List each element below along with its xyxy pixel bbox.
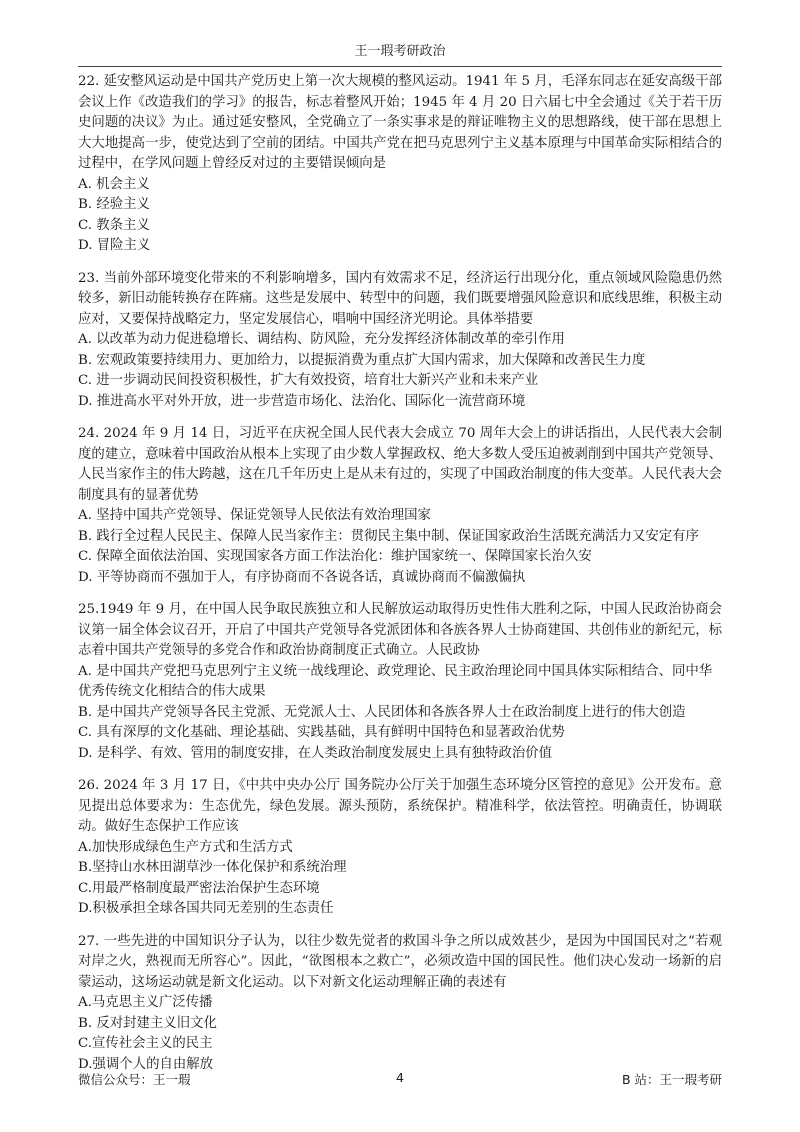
question-list	[78, 72, 722, 1087]
question-23	[78, 269, 722, 413]
option-a: A.加快形成绿色生产方式和生活方式	[78, 839, 293, 855]
question-stem: 25.1949 年 9 月，在中国人民争取民族独立和人民解放运动取得历史性伟大胜利之际，中国人民政治协商会议第一届全体会议召开，开启了中国共产党领导各党派团体和各族各界人士协商建国、共创伟业的新纪元，标志着中国共产党领导的多党合作和政治协商制度正式确立。人民政协	[78, 602, 722, 658]
option-c: C. 教条主义	[78, 217, 150, 233]
option-a: A.马克思主义广泛传播	[78, 995, 213, 1010]
option-b: B. 践行全过程人民民主、保障人民当家作主：贯彻民主集中制、保证国家政治生活既充满活力又安定有序	[78, 528, 699, 544]
option-c: C.用最严格制度最严密法治保护生态环境	[78, 880, 320, 896]
option-a: A. 是中国共产党把马克思列宁主义统一战线理论、政党理论、民主政治理论同中国具体实际相结合、同中华优秀传统文化相结合的伟大成果	[78, 663, 713, 699]
question-stem: 24. 2024 年 9 月 14 日，习近平在庆祝全国人民代表大会成立 70 周年大会上的讲话指出，人民代表大会制度的建立，意味着中国政治从根本上实现了由少数人掌握政权、绝大多数人受压迫被剥削到中国共产党领导、人民当家作主的伟大跨越，这在几千年历史上是从未有过的，实现了中国政治制度的伟大变革。人民代表大会制度具有的显著优势	[78, 426, 722, 503]
question-26	[78, 776, 722, 920]
option-b: B. 宏观政策要持续用力、更加给力，以提振消费为重点扩大国内需求，加大保障和改善民生力度	[78, 352, 646, 368]
option-d: D.强调个人的自由解放	[78, 1056, 214, 1072]
page-header	[78, 40, 722, 67]
option-c: C. 进一步调动民间投资积极性，扩大有效投资，培育壮大新兴产业和未来产业	[78, 373, 539, 388]
question-25	[78, 600, 722, 764]
option-d: D. 冒险主义	[78, 238, 151, 253]
question-stem: 23. 当前外部环境变化带来的不利影响增多，国内有效需求不足，经济运行出现分化，重点领域风险隐患仍然较多，新旧动能转换存在阵痛。这些是发展中、转型中的问题，我们既要增强风险意识和底线思维，积极主动应对，又要保持战略定力，坚定发展信心，唱响中国经济光明论。具体举措要	[78, 270, 722, 327]
question-stem: 27. 一些先进的中国知识分子认为，以往少数先觉者的救国斗争之所以成效甚少，是因为中国国民对之“若观对岸之火，熟视而无所容心”。因此，“欲图根本之救亡”，必须改造中国的国民性。他们决心发动一场新的启蒙运动，这场运动就是新文化运动。以下对新文化运动理解正确的表述有	[78, 933, 722, 990]
page-footer	[78, 1070, 722, 1090]
option-d: D.积极承担全球各国共同无差别的生态责任	[78, 901, 334, 916]
option-c: C. 具有深厚的文化基础、理论基础、实践基础，具有鲜明中国特色和显著政治优势	[78, 725, 565, 740]
option-a: A. 机会主义	[78, 176, 150, 192]
option-b: B. 是中国共产党领导各民主党派、无党派人士、人民团体和各族各界人士在政治制度上进行的伟大创造	[78, 704, 686, 720]
option-b: B. 反对封建主义旧文化	[78, 1015, 217, 1031]
header-title: 王一瑕考研政治	[354, 44, 446, 59]
option-c: C.宣传社会主义的民主	[78, 1036, 213, 1051]
option-d: D. 推进高水平对外开放，进一步营造市场化、法治化、国际化一流营商环境	[78, 393, 526, 409]
page-number: 4	[396, 1070, 404, 1085]
option-d: D. 是科学、有效、管用的制度安排，在人类政治制度发展史上具有独特政治价值	[78, 745, 553, 761]
question-27	[78, 932, 722, 1076]
option-c: C. 保障全面依法治国、实现国家各方面工作法治化：维护国家统一、保障国家长治久安	[78, 549, 592, 564]
option-b: B. 经验主义	[78, 197, 150, 212]
question-stem: 26. 2024 年 3 月 17 日，《中共中央办公厅 国务院办公厅关于加强生态环境分区管控的意见》公开发布。意见提出总体要求为：生态优先，绿色发展。源头预防，系统保护。精准科学，依法管控。明确责任，协调联动。做好生态保护工作应该	[78, 778, 722, 834]
question-24	[78, 424, 722, 588]
question-stem: 22. 延安整风运动是中国共产党历史上第一次大规模的整风运动。1941 年 5 月，毛泽东同志在延安高级干部会议上作《改造我们的学习》的报告，标志着整风开始；1945 年 4 月 20 日六届七中全会通过《关于若干历史问题的决议》为止。通过延安整风，全党确立了一条实事求是的辩证唯物主义的思想路线，使干部在思想上大大地提高一步，使党达到了空前的团结。中国共产党在把马克思列宁主义基本原理与中国革命实际相结合的过程中，在学风问题上曾经反对过的主要错误倾向是	[78, 74, 722, 171]
option-a: A. 以改革为动力促进稳增长、调结构、防风险，充分发挥经济体制改革的牵引作用	[78, 332, 565, 347]
footer-wechat: 微信公众号：王一瑕	[78, 1072, 191, 1087]
option-b: B.坚持山水林田湖草沙一体化保护和系统治理	[78, 860, 347, 875]
question-22	[78, 72, 722, 257]
footer-bilibili: B 站：王一瑕考研	[621, 1072, 722, 1087]
option-d: D. 平等协商而不强加于人，有序协商而不各说各话，真诚协商而不偏激偏执	[78, 569, 526, 585]
option-a: A. 坚持中国共产党领导、保证党领导人民依法有效治理国家	[78, 508, 431, 523]
